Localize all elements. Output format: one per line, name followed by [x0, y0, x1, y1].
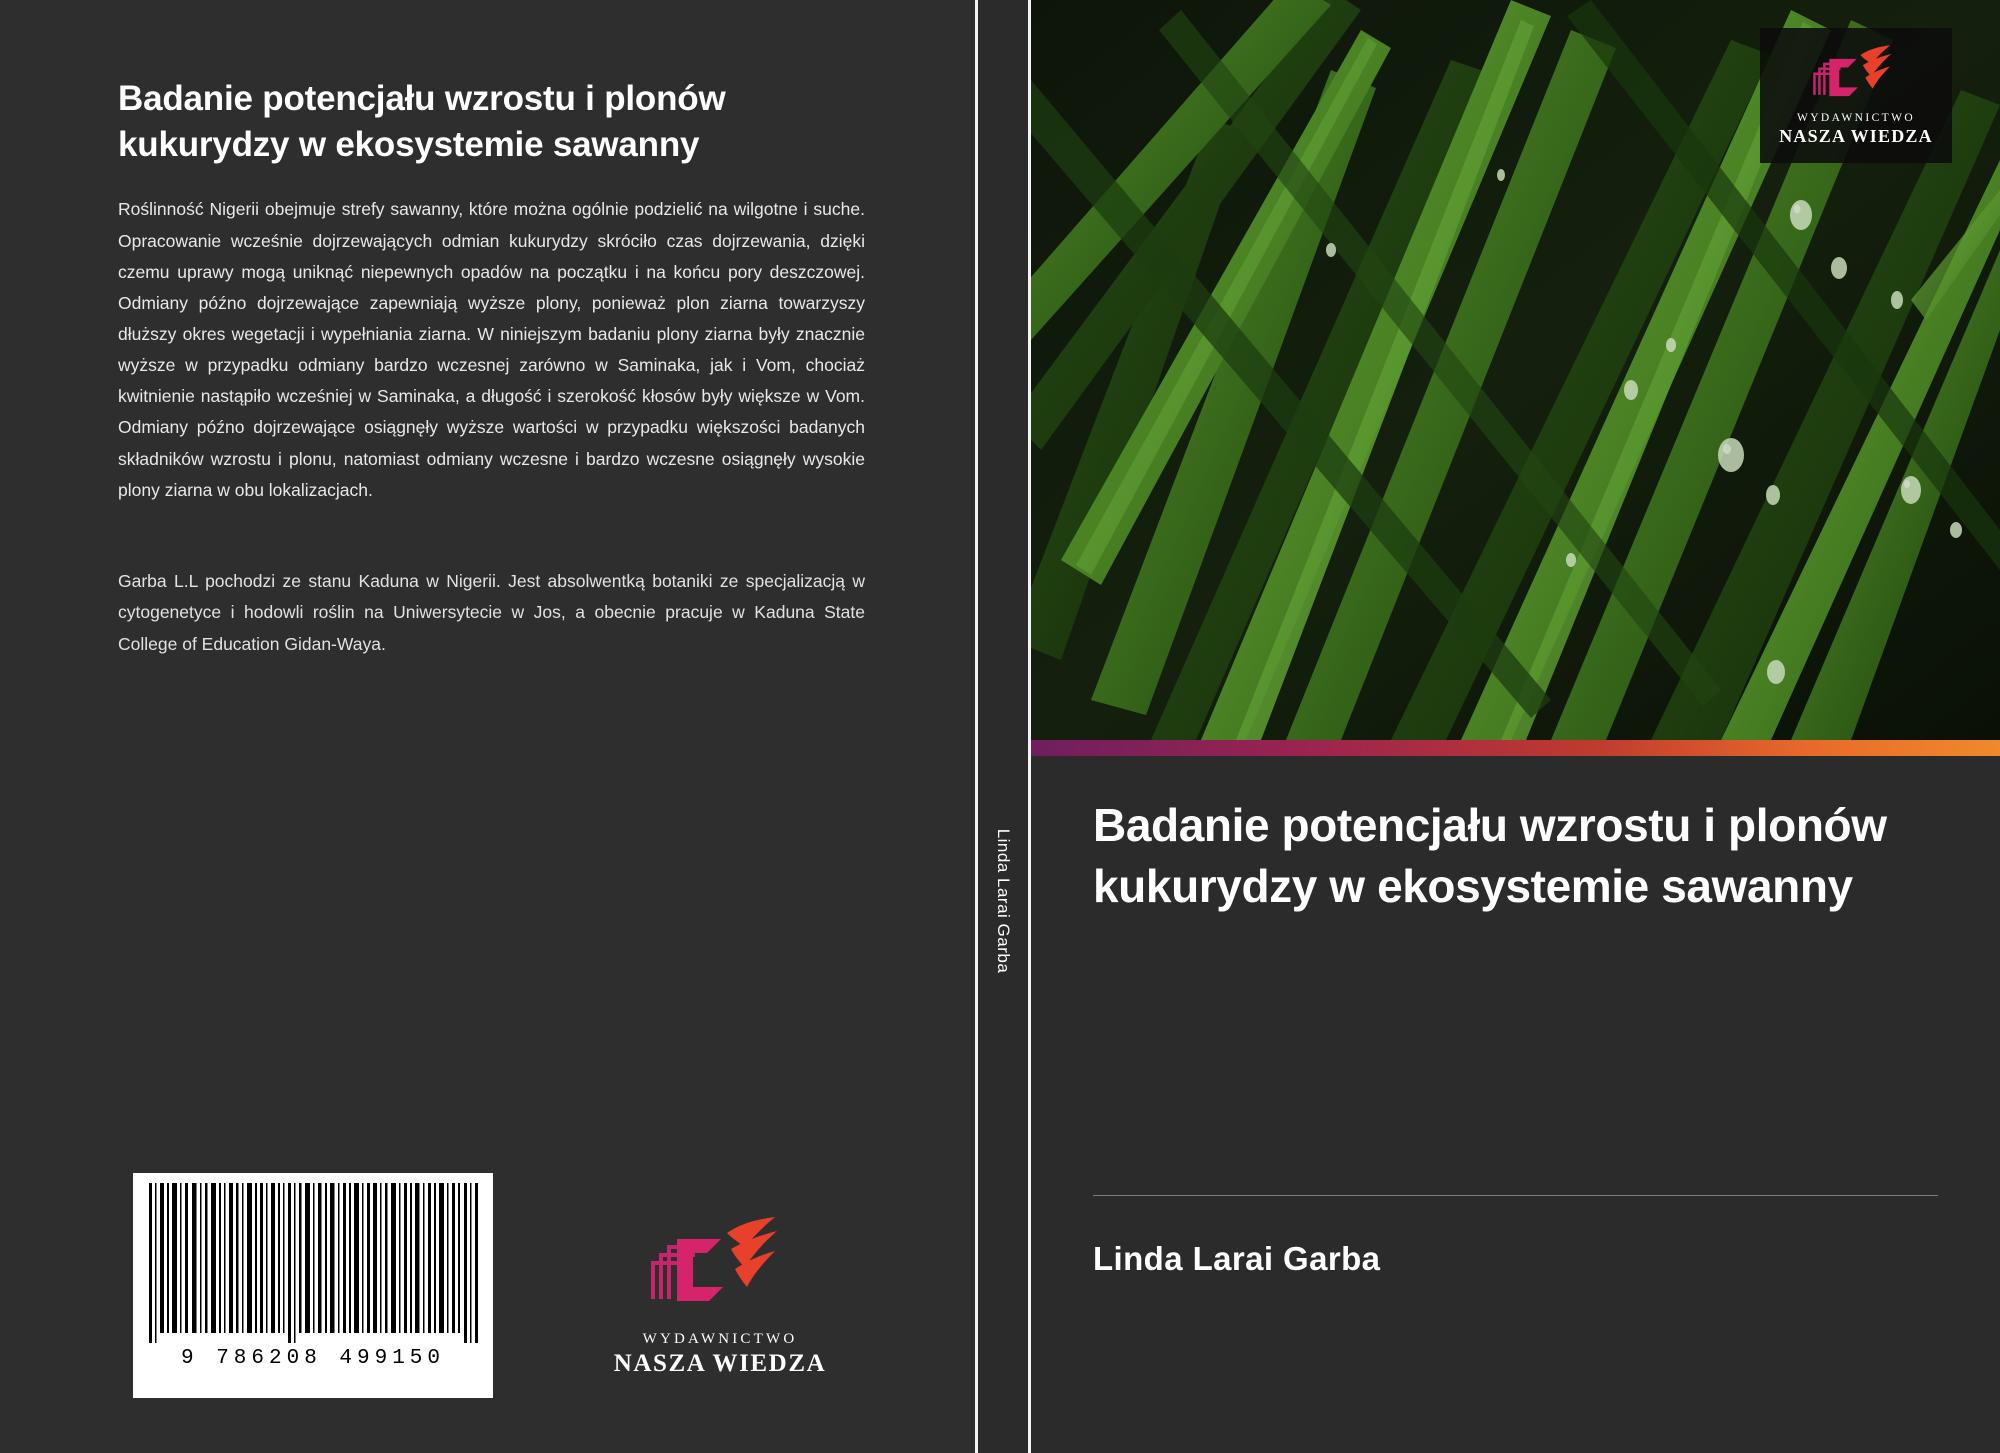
barcode-number: 9 786208 499150: [180, 1347, 446, 1370]
back-cover-blurb: Roślinność Nigerii obejmuje strefy sawanny, które można ogólnie podzielić na wilgotne i suche. Opracowanie wcześnie dojrzewających odmian kukurydzy skróciło czas dojrzewania, dzięki czemu uprawy mogą uniknąć niepewnych opadów na początku i na końcu pory deszczowej. Odmiany późno dojrzewające zapewniają wyższe plony, ponieważ plon ziarna towarzyszy dłuższy okres wegetacji i wypełniania ziarna. W niniejszym badaniu plony ziarna były znacznie wyższe w przypadku odmiany bardzo wczesnej zarówno w Saminaka, jak i Vom, chociaż kwitnienie nastąpiło wcześniej w Saminaka, a długość i szerokość kłosów były większe w Vom. Odmiany późno dojrzewające osiągnęły wyższe wartości w przypadku większości badanych składników wzrostu i plonu, natomiast odmiany wczesne i bardzo wczesne osiągnęły wysokie plony ziarna w obu lokalizacjach.: [118, 199, 865, 500]
nasza-wiedza-logo-icon: [1796, 44, 1916, 106]
back-cover: [0, 0, 975, 1453]
front-cover-title: Badanie potencjału wzrostu i plonów kukurydzy w ekosystemie sawanny: [1093, 799, 1887, 913]
publisher-logo-back: [600, 1213, 840, 1378]
publisher-logo-front: [1760, 28, 1952, 163]
publisher-name-top: WYDAWNICTWO: [642, 1331, 798, 1347]
front-cover-divider: [1093, 1195, 1938, 1196]
back-cover-title: Badanie potencjału wzrostu i plonów kukurydzy w ekosystemie sawanny: [118, 79, 726, 165]
front-cover-author: Linda Larai Garba: [1093, 1240, 1381, 1277]
accent-color-bar: [1031, 740, 2000, 756]
spine-author: Linda Larai Garba: [994, 828, 1013, 974]
barcode-bars-icon: [147, 1183, 479, 1343]
back-cover-author-bio: Garba L.L pochodzi ze stanu Kaduna w Nigerii. Jest absolwentką botaniki ze specjalizacją w cytogenetyce i hodowli roślin na Uniwersytecie w Jos, a obecnie pracuje w Kaduna State College of Education Gidan-Waya.: [118, 570, 865, 654]
publisher-name-bottom: NASZA WIEDZA: [613, 1350, 827, 1377]
nasza-wiedza-logo-icon: [635, 1213, 805, 1323]
publisher-name-top: WYDAWNICTWO: [1796, 112, 1916, 124]
publisher-name-bottom: NASZA WIEDZA: [1779, 126, 1933, 146]
barcode: [133, 1173, 493, 1398]
front-cover: [1031, 0, 2000, 1453]
book-spine: [975, 0, 1031, 1453]
